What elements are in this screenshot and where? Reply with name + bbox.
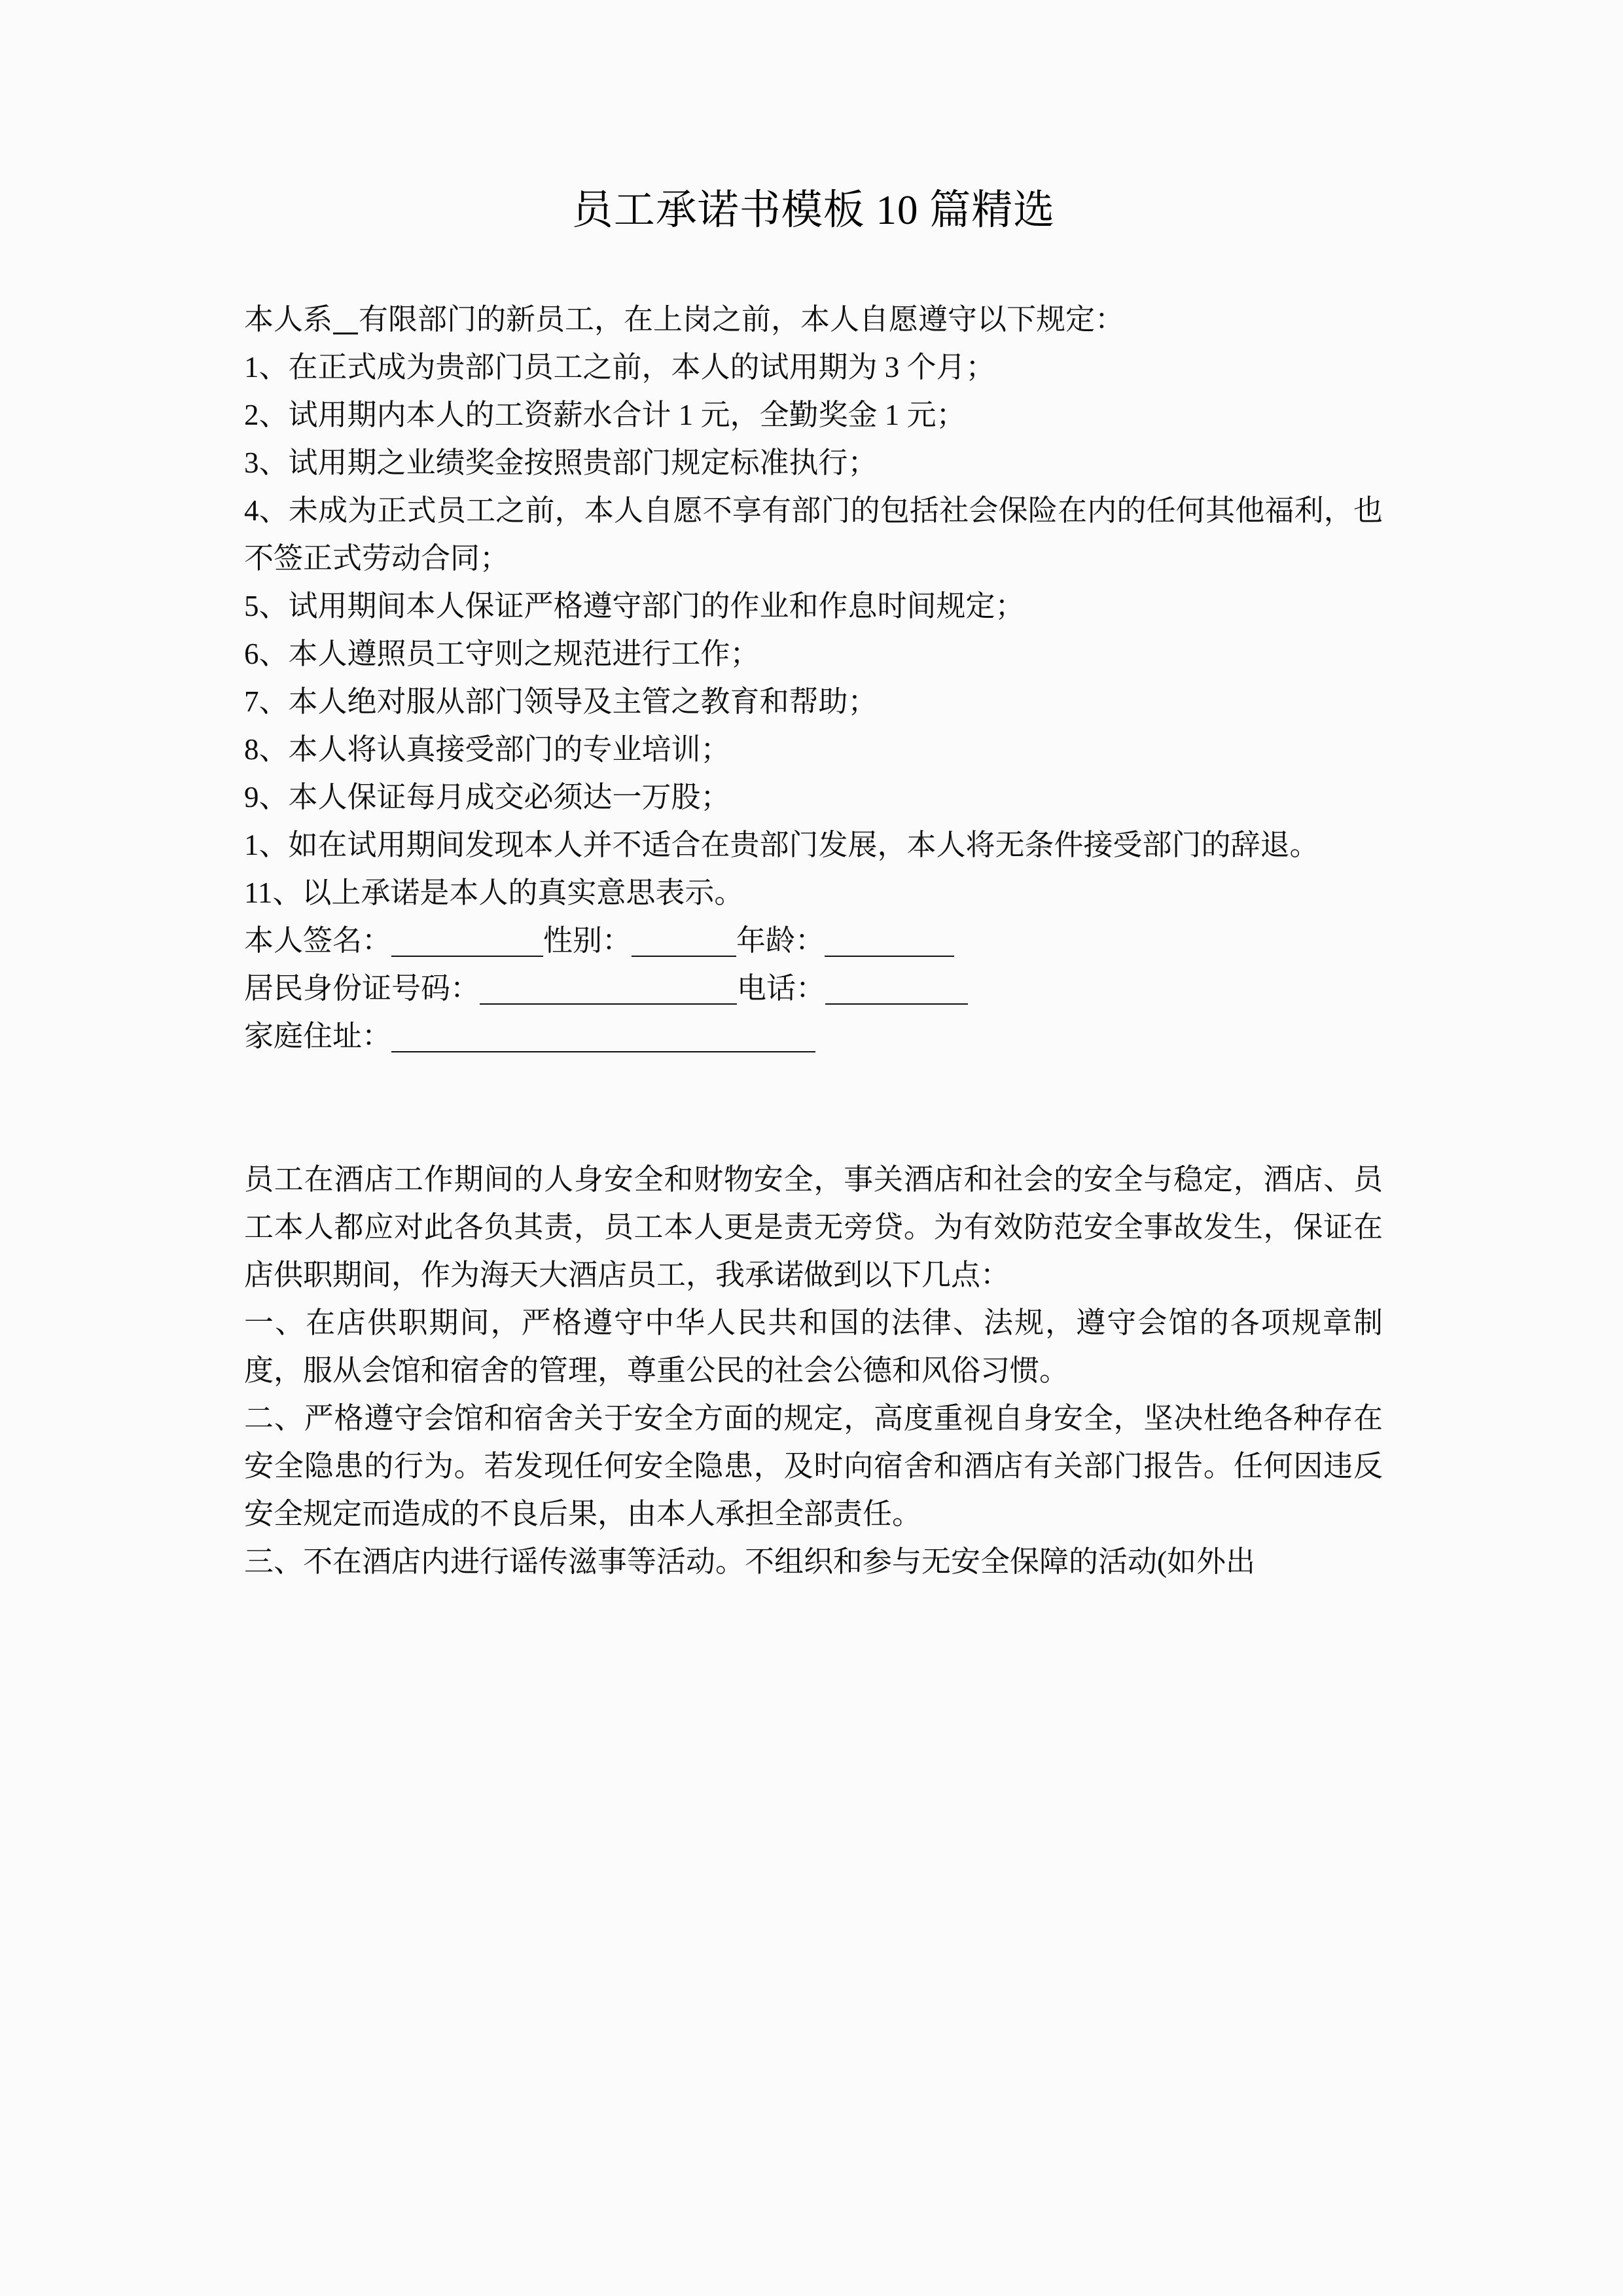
commitment-item-1: 1、在正式成为贵部门员工之前，本人的试用期为 3 个月； (244, 351, 995, 384)
address-row (244, 1013, 1383, 1060)
commitment-item-3: 3、试用期之业绩奖金按照贵部门规定标准执行； (244, 446, 878, 480)
commitment-item-7: 7、本人绝对服从部门领导及主管之教育和帮助； (244, 685, 878, 719)
commitment-item-5: 5、试用期间本人保证严格遵守部门的作业和作息时间规定； (244, 590, 1025, 623)
signature-age-label: 年龄： (736, 924, 825, 958)
phone-field[interactable] (825, 1003, 968, 1005)
commitment-item-4: 4、未成为正式员工之前，本人自愿不享有部门的包括社会保险在内的任何其他福利，也不签正式劳动合同； (244, 494, 1383, 575)
document-content (244, 0, 1383, 1586)
signature-sex-label: 性别： (543, 924, 632, 958)
page-title: 员工承诺书模板 10 篇精选 (571, 187, 1056, 233)
phone-label: 电话： (737, 972, 826, 1005)
commitment-item-8: 8、本人将认真接受部门的专业培训； (244, 733, 730, 766)
address-label: 家庭住址： (244, 1020, 392, 1053)
id-number-field[interactable] (480, 1003, 737, 1005)
signature-name-label: 本人签名： (244, 924, 392, 958)
id-phone-row (244, 965, 1383, 1013)
section-separator (244, 1060, 1383, 1156)
hotel-item-3: 三、不在酒店内进行谣传滋事等活动。不组织和参与无安全保障的活动(如外出 (244, 1545, 1255, 1579)
intro-text-after-blank: 有限部门的新员工，在上岗之前，本人自愿遵守以下规定： (359, 303, 1125, 336)
commitment-item-10: 1、如在试用期间发现本人并不适合在贵部门发展，本人将无条件接受部门的辞退。 (244, 829, 1319, 862)
id-number-label: 居民身份证号码： (244, 972, 480, 1005)
hotel-item-1: 一、在店供职期间，严格遵守中华人民共和国的法律、法规，遵守会馆的各项规章制度，服从会馆和宿舍的管理，尊重公民的社会公德和风俗习惯。 (244, 1306, 1383, 1388)
intro-paragraph (244, 296, 1383, 344)
signature-row (244, 917, 1383, 965)
commitment-item-9: 9、本人保证每月成交必须达一万股； (244, 781, 730, 814)
hotel-item-2: 二、严格遵守会馆和宿舍关于安全方面的规定，高度重视自身安全，坚决杜绝各种存在安全隐患的行为。若发现任何安全隐患，及时向宿舍和酒店有关部门报告。任何因违反安全规定而造成的不良后果，由本人承担全部责任。 (244, 1402, 1383, 1531)
document-body (244, 296, 1383, 1586)
commitment-item-6: 6、本人遵照员工守则之规范进行工作； (244, 637, 760, 671)
intro-text-before-blank: 本人系 (244, 303, 333, 336)
signature-name-field[interactable] (391, 956, 543, 957)
commitment-item-11: 11、以上承诺是本人的真实意思表示。 (244, 876, 744, 910)
commitment-item-2: 2、试用期内本人的工资薪水合计 1 元，全勤奖金 1 元； (244, 399, 966, 432)
signature-sex-field[interactable] (632, 956, 736, 957)
signature-age-field[interactable] (825, 956, 954, 957)
address-field[interactable] (391, 1051, 815, 1052)
company-name-blank (333, 332, 358, 334)
hotel-preamble: 员工在酒店工作期间的人身安全和财物安全，事关酒店和社会的安全与稳定，酒店、员工本人都应对此各负其责，员工本人更是责无旁贷。为有效防范安全事故发生，保证在店供职期间，作为海天大酒店员工，我承诺做到以下几点： (244, 1163, 1383, 1292)
